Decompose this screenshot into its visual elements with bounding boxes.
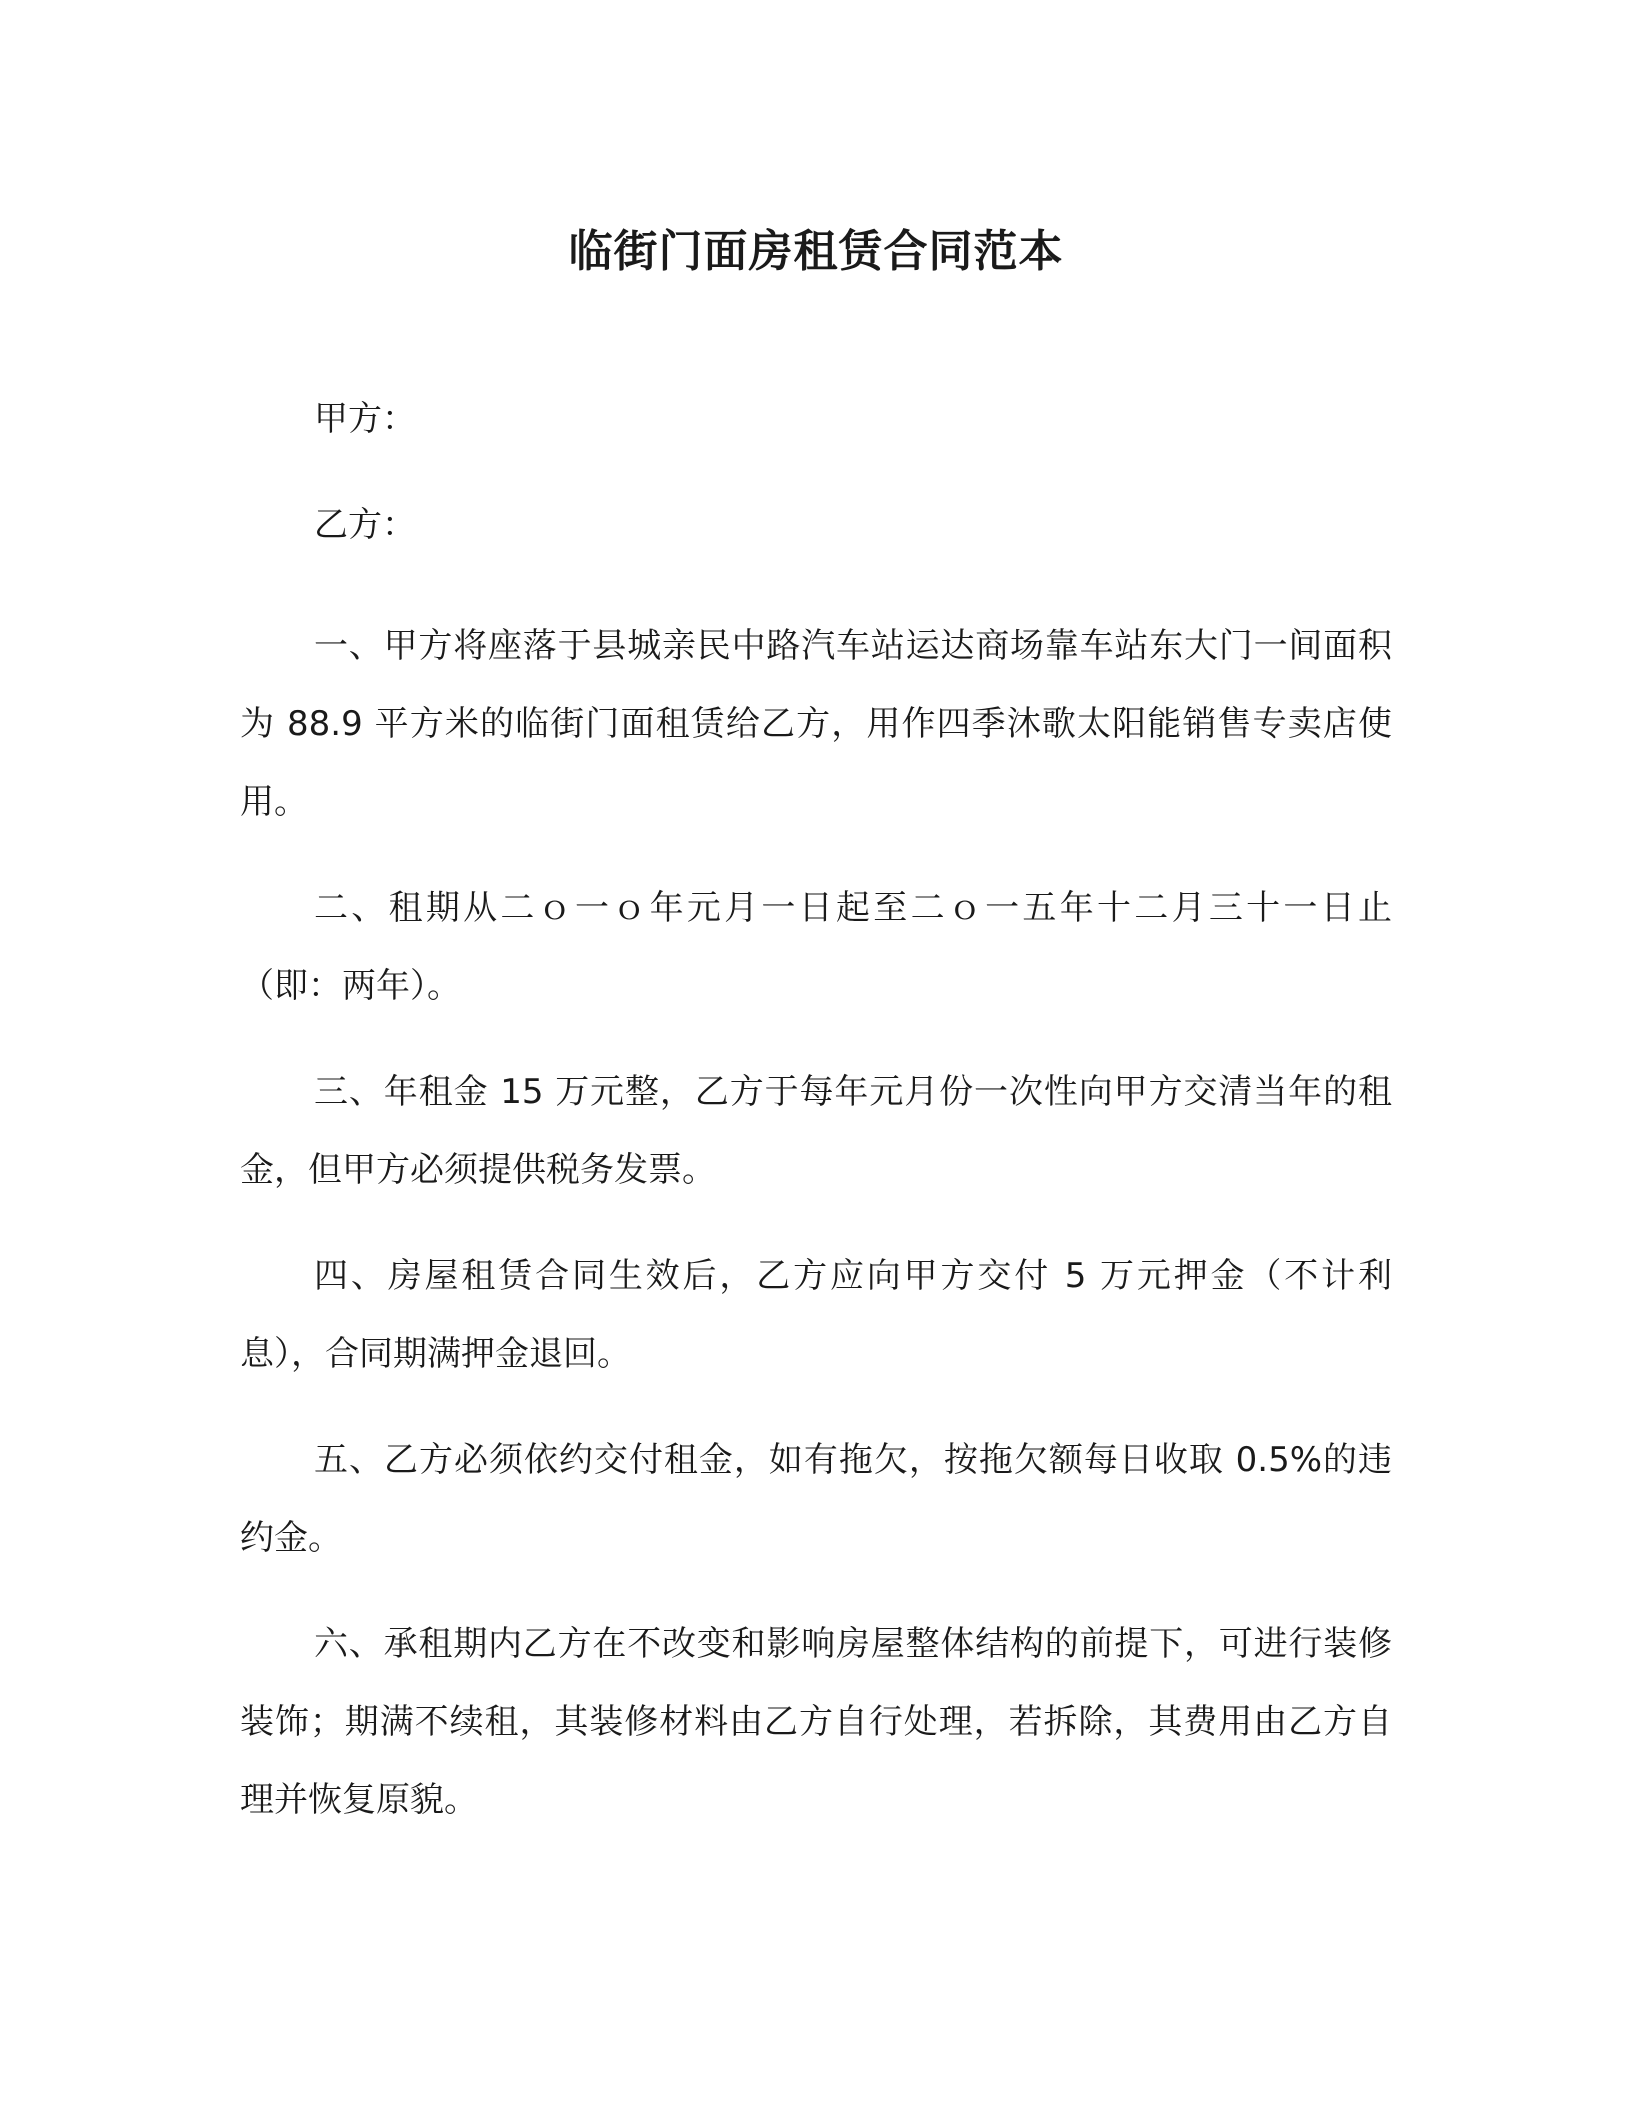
document-body xyxy=(240,395,1392,1867)
clause-2: 二、租期从二ｏ一ｏ年元月一日起至二ｏ一五年十二月三十一日止（即：两年）。 xyxy=(240,888,1392,1006)
clause-4: 四、房屋租赁合同生效后，乙方应向甲方交付 5 万元押金（不计利息），合同期满押金退回。 xyxy=(240,1256,1392,1374)
party-b-label: 乙方： xyxy=(314,505,416,545)
party-a-label: 甲方： xyxy=(314,399,416,439)
clause-3: 三、年租金 15 万元整，乙方于每年元月份一次性向甲方交清当年的租金，但甲方必须提供税务发票。 xyxy=(240,1072,1392,1190)
clause-1: 一、甲方将座落于县城亲民中路汽车站运达商场靠车站东大门一间面积为 88.9 平方米的临街门面租赁给乙方，用作四季沐歌太阳能销售专卖店使用。 xyxy=(240,626,1392,822)
document-title: 临街门面房租赁合同范本 xyxy=(568,226,1064,277)
clause-5: 五、乙方必须依约交付租金，如有拖欠，按拖欠额每日收取 0.5%的违约金。 xyxy=(240,1440,1392,1558)
clause-6: 六、承租期内乙方在不改变和影响房屋整体结构的前提下，可进行装修装饰；期满不续租，其装修材料由乙方自行处理，若拆除，其费用由乙方自理并恢复原貌。 xyxy=(240,1624,1392,1820)
